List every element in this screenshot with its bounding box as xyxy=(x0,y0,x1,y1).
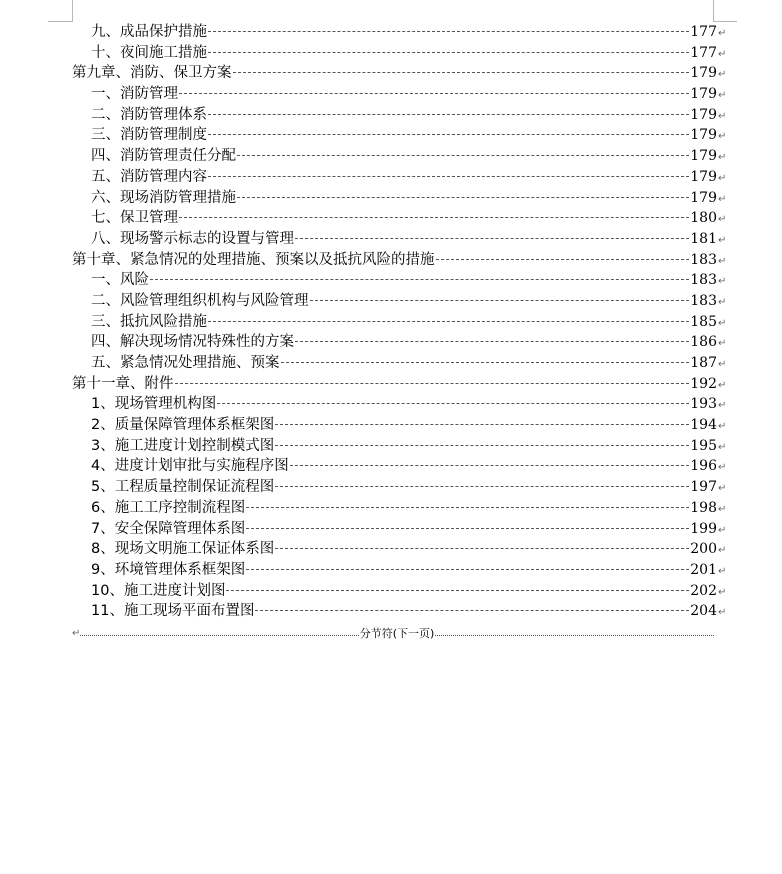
toc-leader-dots xyxy=(179,217,689,218)
toc-entry-title: 第十章、紧急情况的处理措施、预案以及抵抗风险的措施 xyxy=(72,251,435,268)
toc-entry-title: 1、现场管理机构图 xyxy=(91,396,217,413)
toc-page-number: 179 xyxy=(690,106,717,123)
toc-leader-dots xyxy=(208,176,689,177)
margin-corner-mark-right xyxy=(713,0,714,22)
paragraph-mark-icon: ↵ xyxy=(718,276,727,288)
toc-entry-title: 七、保卫管理 xyxy=(91,210,178,227)
toc-leader-dots xyxy=(275,424,689,425)
paragraph-mark-icon: ↵ xyxy=(718,483,727,495)
toc-leader-dots xyxy=(295,238,689,239)
toc-leader-dots xyxy=(226,590,689,591)
toc-entry[interactable] xyxy=(72,105,727,126)
toc-entry[interactable] xyxy=(72,581,727,602)
toc-page-number: 183 xyxy=(690,251,717,268)
toc-entry-title: 11、施工现场平面布置图 xyxy=(91,603,255,620)
toc-entry-title: 4、进度计划审批与实施程序图 xyxy=(91,458,289,475)
toc-entry[interactable] xyxy=(72,560,727,581)
paragraph-mark-icon: ↵ xyxy=(718,503,727,515)
paragraph-mark-icon: ↵ xyxy=(718,441,727,453)
toc-leader-dots xyxy=(179,93,689,94)
toc-entry[interactable] xyxy=(72,229,727,250)
paragraph-mark-icon: ↵ xyxy=(718,234,727,246)
toc-entry-title: 五、消防管理内容 xyxy=(91,168,207,185)
toc-entry[interactable] xyxy=(72,125,727,146)
paragraph-mark-icon: ↵ xyxy=(718,524,727,536)
section-break-label: 分节符(下一页) xyxy=(359,627,435,640)
section-break-leader xyxy=(435,635,714,636)
toc-page-number: 194 xyxy=(690,417,717,434)
toc-page-number: 192 xyxy=(690,375,717,392)
toc-page-number: 177 xyxy=(690,44,717,61)
paragraph-mark-icon: ↵ xyxy=(718,69,727,81)
toc-page-number: 180 xyxy=(690,210,717,227)
toc-page-number: 179 xyxy=(690,65,717,82)
toc-page-number: 200 xyxy=(690,541,717,558)
toc-page-number: 183 xyxy=(690,272,717,289)
toc-page-number: 179 xyxy=(690,86,717,103)
toc-leader-dots xyxy=(246,507,689,508)
toc-entry-title: 四、消防管理责任分配 xyxy=(91,148,236,165)
paragraph-mark-icon: ↵ xyxy=(718,462,727,474)
toc-entry[interactable] xyxy=(72,208,727,229)
toc-entry[interactable] xyxy=(72,519,727,540)
toc-entry-title: 四、解决现场情况特殊性的方案 xyxy=(91,334,294,351)
toc-leader-dots xyxy=(275,445,689,446)
toc-leader-dots xyxy=(208,134,689,135)
toc-page-number: 179 xyxy=(690,148,717,165)
toc-entry[interactable] xyxy=(72,374,727,395)
margin-corner-mark-left-h xyxy=(48,21,72,22)
table-of-contents xyxy=(72,22,727,622)
section-break-leader xyxy=(80,635,359,636)
paragraph-mark-icon: ↵ xyxy=(718,48,727,60)
paragraph-mark-icon: ↵ xyxy=(718,152,727,164)
toc-leader-dots xyxy=(281,362,690,363)
toc-entry-title: 一、消防管理 xyxy=(91,86,178,103)
toc-entry-title: 二、风险管理组织机构与风险管理 xyxy=(91,292,309,309)
paragraph-mark-icon: ↵ xyxy=(718,255,727,267)
toc-page-number: 197 xyxy=(690,479,717,496)
toc-leader-dots xyxy=(175,383,690,384)
toc-leader-dots xyxy=(436,259,690,260)
toc-entry[interactable] xyxy=(72,188,727,209)
toc-entry-title: 二、消防管理体系 xyxy=(91,106,207,123)
toc-entry-title: 六、现场消防管理措施 xyxy=(91,189,236,206)
toc-entry-title: 三、消防管理制度 xyxy=(91,127,207,144)
toc-leader-dots xyxy=(237,197,689,198)
toc-entry[interactable] xyxy=(72,436,727,457)
toc-entry-title: 7、安全保障管理体系图 xyxy=(91,520,246,537)
toc-page-number: 204 xyxy=(690,603,717,620)
toc-entry-title: 十、夜间施工措施 xyxy=(91,44,207,61)
toc-page-number: 186 xyxy=(690,334,717,351)
toc-leader-dots xyxy=(237,155,689,156)
toc-leader-dots xyxy=(255,610,689,611)
toc-leader-dots xyxy=(275,486,689,487)
toc-entry[interactable] xyxy=(72,167,727,188)
toc-entry-title: 5、工程质量控制保证流程图 xyxy=(91,479,275,496)
toc-leader-dots xyxy=(208,114,689,115)
paragraph-mark-icon: ↵ xyxy=(718,296,727,308)
toc-leader-dots xyxy=(246,528,689,529)
toc-entry[interactable] xyxy=(72,539,727,560)
toc-entry[interactable] xyxy=(72,601,727,622)
toc-entry[interactable] xyxy=(72,146,727,167)
paragraph-mark-icon: ↵ xyxy=(718,400,727,412)
toc-entry-title: 八、现场警示标志的设置与管理 xyxy=(91,230,294,247)
toc-leader-dots xyxy=(150,279,689,280)
toc-page-number: 202 xyxy=(690,582,717,599)
toc-page-number: 177 xyxy=(690,24,717,40)
toc-entry-title: 第九章、消防、保卫方案 xyxy=(72,65,232,82)
toc-leader-dots xyxy=(290,465,690,466)
toc-entry[interactable] xyxy=(72,250,727,271)
toc-page-number: 196 xyxy=(690,458,717,475)
toc-entry-title: 9、环境管理体系框架图 xyxy=(91,561,246,578)
toc-page-number: 187 xyxy=(690,355,717,371)
toc-entry[interactable] xyxy=(72,477,727,498)
toc-leader-dots xyxy=(295,341,689,342)
toc-entry[interactable] xyxy=(72,456,727,477)
toc-leader-dots xyxy=(208,321,689,322)
paragraph-mark-icon: ↵ xyxy=(718,110,727,122)
paragraph-mark-icon: ↵ xyxy=(718,131,727,143)
paragraph-mark-icon: ↵ xyxy=(718,379,727,391)
toc-page-number: 179 xyxy=(690,189,717,206)
toc-entry[interactable] xyxy=(72,63,727,84)
toc-page-number: 179 xyxy=(690,168,717,185)
toc-entry[interactable] xyxy=(72,291,727,312)
paragraph-mark-icon: ↵ xyxy=(718,565,727,577)
toc-leader-dots xyxy=(246,569,689,570)
toc-entry[interactable] xyxy=(72,270,727,291)
toc-entry-title: 3、施工进度计划控制模式图 xyxy=(91,437,275,454)
section-break xyxy=(72,626,714,640)
toc-page-number: 195 xyxy=(690,437,717,454)
toc-entry-title: 2、质量保障管理体系框架图 xyxy=(91,417,275,434)
toc-entry[interactable] xyxy=(72,353,727,374)
toc-entry-title: 10、施工进度计划图 xyxy=(91,582,226,599)
toc-page-number: 199 xyxy=(690,520,717,537)
toc-entry[interactable] xyxy=(72,332,727,353)
toc-page-number: 181 xyxy=(690,230,717,247)
toc-page-number: 198 xyxy=(690,499,717,516)
toc-entry[interactable] xyxy=(72,415,727,436)
toc-entry[interactable] xyxy=(72,84,727,105)
paragraph-mark-icon: ↵ xyxy=(718,317,727,329)
paragraph-mark-icon: ↵ xyxy=(718,193,727,205)
toc-leader-dots xyxy=(275,548,689,549)
toc-page-number: 183 xyxy=(690,292,717,309)
paragraph-mark-icon: ↵ xyxy=(718,586,727,598)
toc-entry[interactable] xyxy=(72,498,727,519)
paragraph-mark-icon: ↵ xyxy=(718,90,727,102)
toc-entry[interactable] xyxy=(72,43,727,64)
toc-page-number: 179 xyxy=(690,127,717,144)
toc-entry-title: 一、风险 xyxy=(91,272,149,289)
toc-leader-dots xyxy=(208,31,689,32)
toc-leader-dots xyxy=(310,300,690,301)
toc-entry-title: 8、现场文明施工保证体系图 xyxy=(91,541,275,558)
toc-leader-dots xyxy=(217,403,689,404)
toc-page-number: 201 xyxy=(690,561,717,578)
paragraph-mark-icon: ↵ xyxy=(718,338,727,350)
toc-page-number: 193 xyxy=(690,396,717,413)
paragraph-mark-icon: ↵ xyxy=(718,545,727,557)
toc-entry[interactable] xyxy=(72,22,727,43)
margin-corner-mark-left xyxy=(72,0,73,22)
paragraph-mark-icon: ↵ xyxy=(718,421,727,433)
toc-entry-title: 九、成品保护措施 xyxy=(91,24,207,40)
toc-entry-title: 三、抵抗风险措施 xyxy=(91,313,207,330)
toc-page-number: 185 xyxy=(690,313,717,330)
paragraph-mark-icon: ↵ xyxy=(718,359,727,370)
paragraph-mark-icon: ↵ xyxy=(718,28,727,39)
toc-leader-dots xyxy=(233,72,690,73)
toc-entry[interactable] xyxy=(72,394,727,415)
paragraph-mark-icon: ↵ xyxy=(718,214,727,226)
toc-entry[interactable] xyxy=(72,312,727,333)
paragraph-mark-icon: ↵ xyxy=(718,172,727,184)
toc-leader-dots xyxy=(208,52,689,53)
toc-entry-title: 五、紧急情况处理措施、预案 xyxy=(91,355,280,371)
paragraph-mark-icon: ↵ xyxy=(718,607,727,619)
paragraph-mark-icon: ↵ xyxy=(72,627,81,639)
toc-entry-title: 6、施工工序控制流程图 xyxy=(91,499,246,516)
toc-entry-title: 第十一章、附件 xyxy=(72,375,174,392)
